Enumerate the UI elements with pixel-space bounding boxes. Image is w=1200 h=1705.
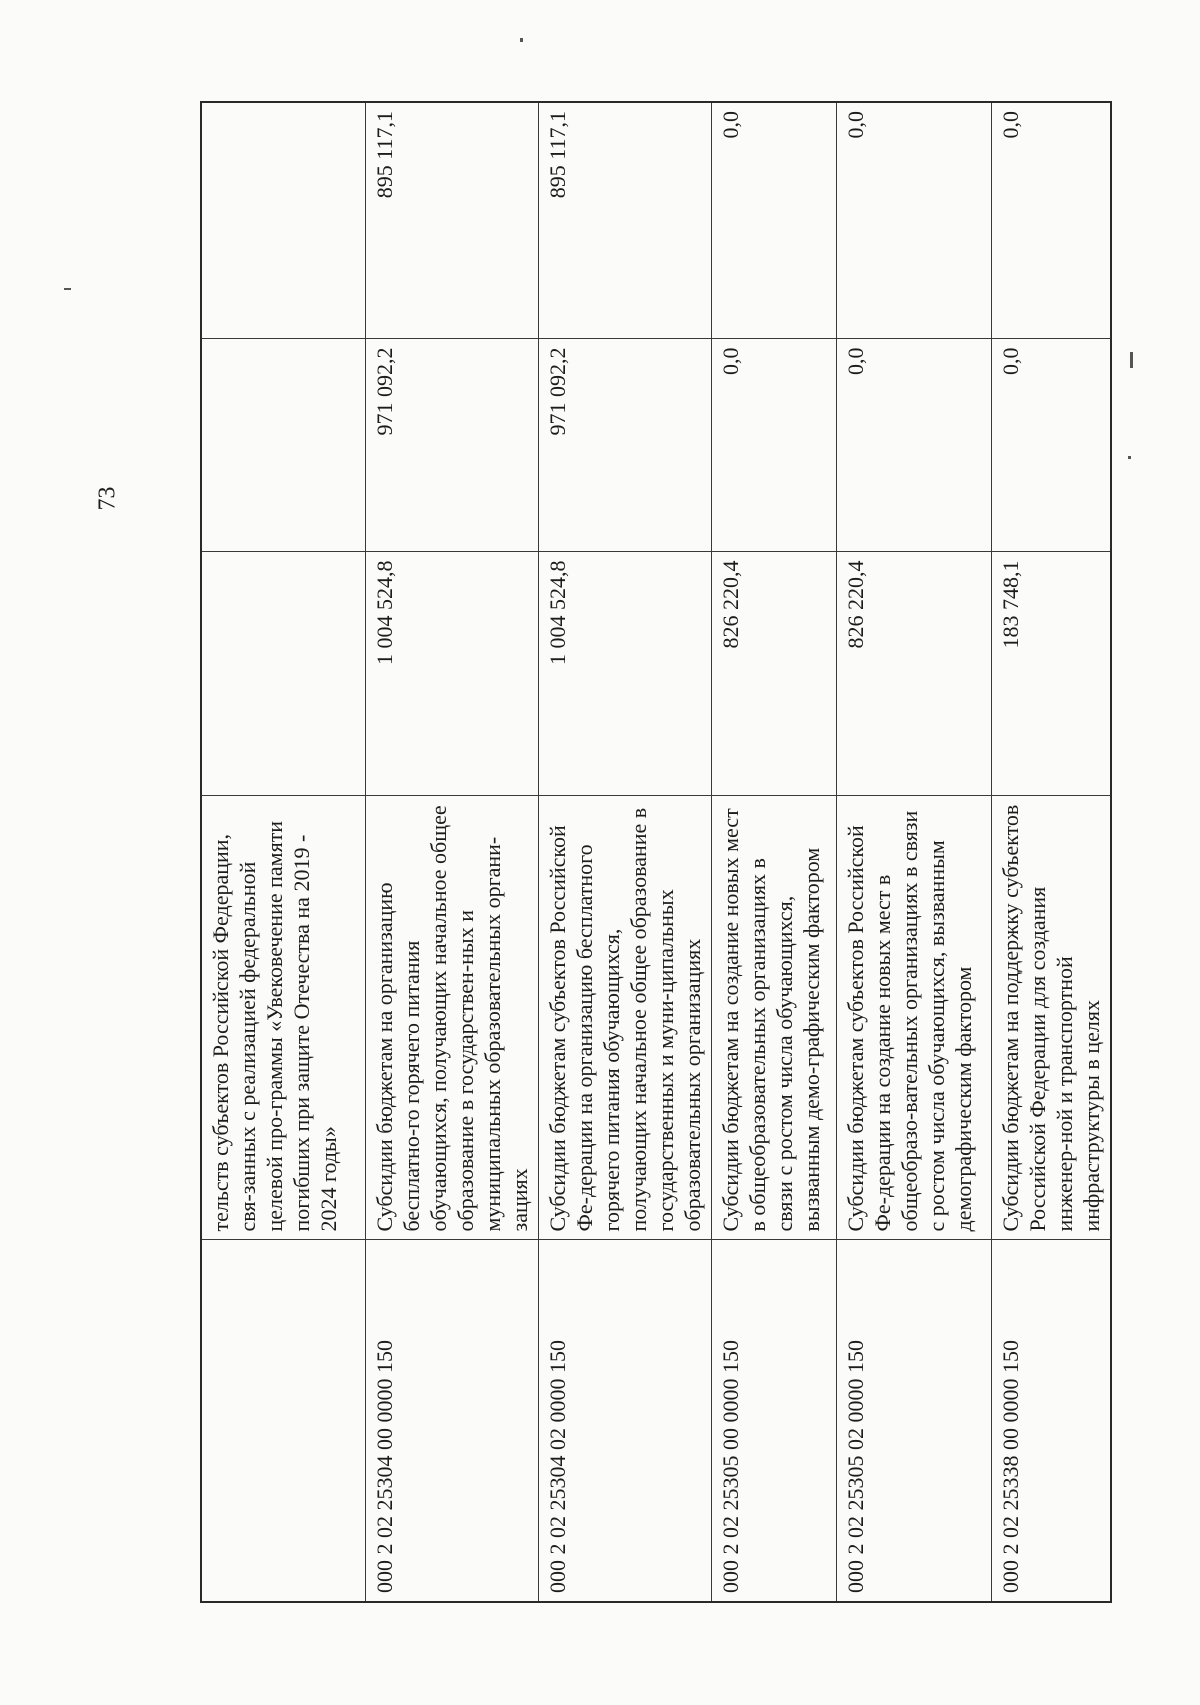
budget-table xyxy=(200,101,1112,1603)
row-code: 000 2 02 25305 02 0000 150 xyxy=(836,1240,991,1602)
row-value-1: 1 004 524,8 xyxy=(538,552,711,796)
row-value-1: 826 220,4 xyxy=(836,552,991,796)
row-value-2: 971 092,2 xyxy=(365,339,538,552)
row-value-3: 895 117,1 xyxy=(538,102,711,339)
row-description: Субсидии бюджетам субъектов Российской Фе-дерации на организацию бесплатного горячего питания обучающихся, получающих начальное общее образование в государственных и муни-ципальных образовательных организациях xyxy=(538,796,711,1240)
row-value-3: 0,0 xyxy=(991,102,1111,339)
row-code: 000 2 02 25304 00 0000 150 xyxy=(365,1240,538,1602)
row-value-2: 0,0 xyxy=(836,339,991,552)
row-value-3: 0,0 xyxy=(836,102,991,339)
table-row xyxy=(538,102,711,1602)
row-description: Субсидии бюджетам на организацию бесплатно-го горячего питания обучающихся, получающих начальное общее образование в государствен-ных и муниципальных образовательных органи-зациях xyxy=(365,796,538,1240)
row-value-1: 1 004 524,8 xyxy=(365,552,538,796)
scan-speck xyxy=(1130,352,1133,368)
row-value-2: 971 092,2 xyxy=(538,339,711,552)
row-value-2: 0,0 xyxy=(711,339,836,552)
row-description: Субсидии бюджетам субъектов Российской Фе-дерации на создание новых мест в общеобразо-вательных организациях в связи с ростом числа обучающихся, вызванным демографическим фактором xyxy=(836,796,991,1240)
table-row xyxy=(365,102,538,1602)
row-value-1: 183 748,1 xyxy=(991,552,1111,796)
table-row xyxy=(711,102,836,1602)
row-description: Субсидии бюджетам на поддержку субъектов Российской Федерации для создания инженер-ной и транспортной инфраструктуры в целях xyxy=(991,796,1111,1240)
scan-speck xyxy=(64,288,71,290)
scan-speck xyxy=(1128,456,1131,459)
row-value-2 xyxy=(201,339,365,552)
row-value-1 xyxy=(201,552,365,796)
row-value-1: 826 220,4 xyxy=(711,552,836,796)
page-number: 73 xyxy=(94,486,121,511)
table-row xyxy=(201,102,365,1602)
scan-speck xyxy=(520,38,523,42)
row-code: 000 2 02 25305 00 0000 150 xyxy=(711,1240,836,1602)
budget-table-frame xyxy=(200,103,1104,1603)
row-description: тельств субъектов Российской Федерации, свя-занных с реализацией федеральной целевой про-граммы «Увековечение памяти погибших при защите Отечества на 2019 - 2024 годы» xyxy=(201,796,365,1240)
row-value-3 xyxy=(201,102,365,339)
row-description: Субсидии бюджетам на создание новых мест в общеобразовательных организациях в связи с ростом числа обучающихся, вызванным демо-графическим фактором xyxy=(711,796,836,1240)
row-code xyxy=(201,1240,365,1602)
table-row xyxy=(991,102,1111,1602)
row-value-3: 0,0 xyxy=(711,102,836,339)
row-value-2: 0,0 xyxy=(991,339,1111,552)
row-value-3: 895 117,1 xyxy=(365,102,538,339)
row-code: 000 2 02 25338 00 0000 150 xyxy=(991,1240,1111,1602)
rotated-table-container xyxy=(200,103,1104,1603)
table-row xyxy=(836,102,991,1602)
row-code: 000 2 02 25304 02 0000 150 xyxy=(538,1240,711,1602)
